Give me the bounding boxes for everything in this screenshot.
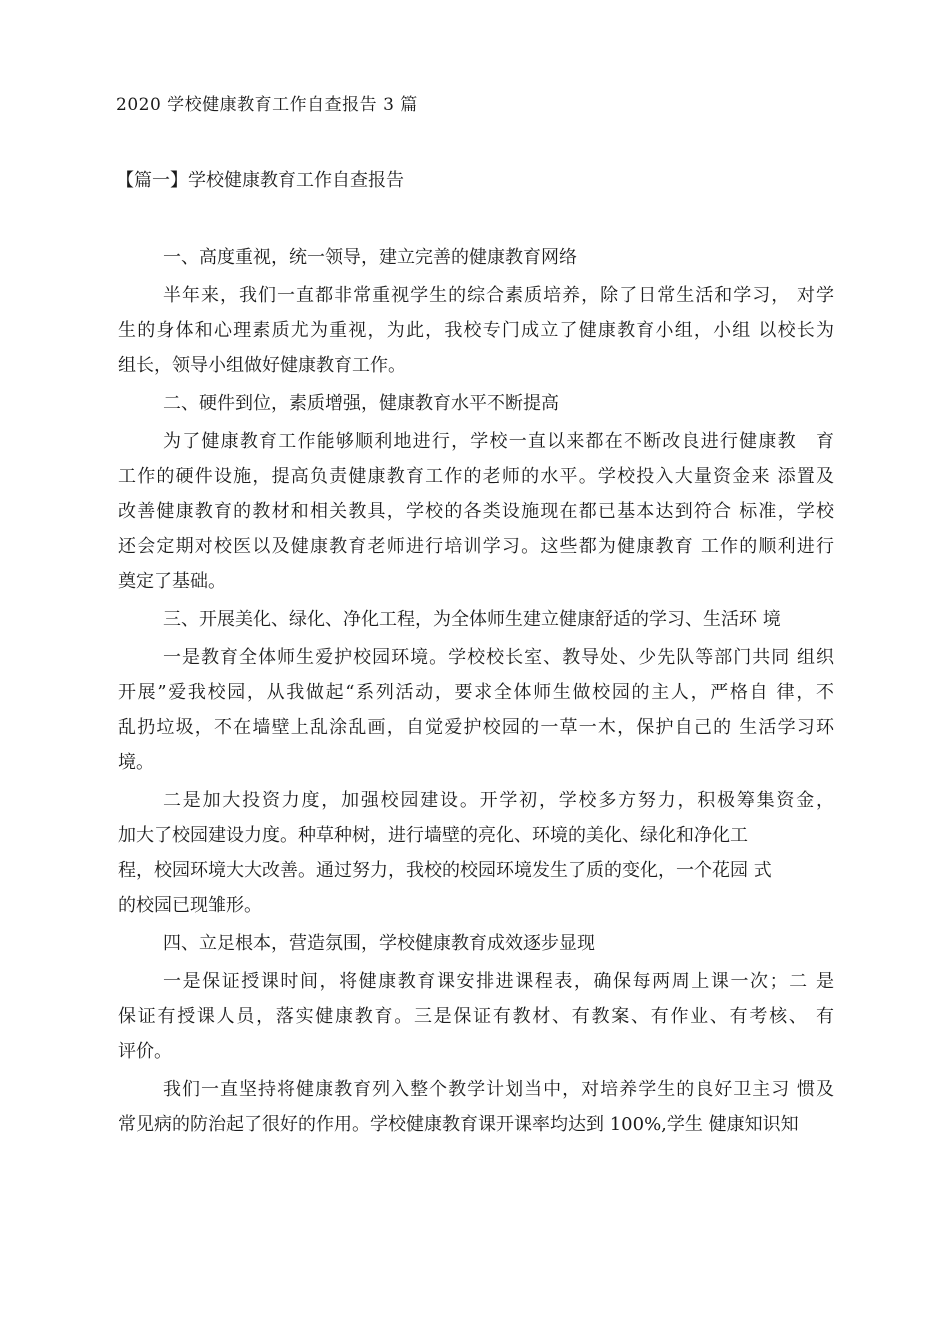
paragraph-line: 乱扔垃圾，不在墙壁上乱涂乱画，自觉爱护校园的一草一木，保护自己的 生活学习环 [118,717,834,738]
document-title: 2020 学校健康教育工作自查报告 3 篇 [116,95,418,115]
paragraph-line: 四、立足根本，营造氛围，学校健康教育成效逐步显现 [163,933,595,954]
paragraph [118,640,834,780]
paragraph [118,964,834,1069]
paragraph [118,386,834,421]
paragraph-line: 工作的硬件设施，提高负责健康教育工作的老师的水平。学校投入大量资金来 添置及 [118,466,834,487]
paragraph-line: 的校园已现雏形。 [118,895,262,916]
paragraph-line: 一是教育全体师生爱护校园环境。学校校长室、教导处、少先队等部门共同 组织 [163,647,834,668]
paragraph-line: 开展”爱我校园，从我做起“系列活动，要求全体师生做校园的主人，严格自 律，不 [118,682,834,703]
paragraph [118,926,834,961]
paragraph-line: 评价。 [118,1041,172,1062]
paragraph [118,783,834,923]
paragraph-line: 半年来，我们一直都非常重视学生的综合素质培养，除了日常生活和学习， 对学 [163,285,834,306]
paragraph [118,602,834,637]
paragraph-line: 三、开展美化、绿化、净化工程，为全体师生建立健康舒适的学习、生活环 境 [163,609,781,630]
paragraph [118,240,834,275]
paragraph-line: 生的身体和心理素质尤为重视，为此，我校专门成立了健康教育小组，小组 以校长为 [118,320,834,341]
section-title: 【篇一】学校健康教育工作自查报告 [116,170,404,191]
paragraph-line: 境。 [118,752,154,773]
paragraph [118,424,834,599]
paragraph-line: 我们一直坚持将健康教育列入整个教学计划当中，对培养学生的良好卫主习 惯及 [163,1079,834,1100]
paragraph-line: 改善健康教育的教材和相关教具，学校的各类设施现在都已基本达到符合 标准，学校 [118,501,834,522]
paragraph-line: 还会定期对校医以及健康教育老师进行培训学习。这些都为健康教育 工作的顺利进行 [118,536,834,557]
paragraph-line: 组长，领导小组做好健康教育工作。 [118,355,406,376]
paragraph-line: 一、高度重视，统一领导，建立完善的健康教育网络 [163,247,577,268]
paragraph-line: 为了健康教育工作能够顺利地进行，学校一直以来都在不断改良进行健康教 育 [163,431,834,452]
paragraph-line: 二是加大投资力度，加强校园建设。开学初，学校多方努力，积极筹集资金， [163,790,834,811]
paragraph-line: 保证有授课人员，落实健康教育。三是保证有教材、有教案、有作业、有考核、 有 [118,1006,834,1027]
document-body [118,240,834,1145]
paragraph-line: 奠定了基础。 [118,571,226,592]
paragraph-line: 一是保证授课时间，将健康教育课安排进课程表，确保每两周上课一次；二 是 [163,971,834,992]
paragraph-line: 二、硬件到位，素质增强，健康教育水平不断提高 [163,393,559,414]
paragraph-line: 程，校园环境大大改善。通过努力，我校的校园环境发生了质的变化，一个花园 式 [118,860,772,881]
paragraph [118,1072,834,1142]
paragraph-line: 常见病的防治起了很好的作用。学校健康教育课开课率均达到 100%,学生 健康知识知 [118,1114,799,1135]
paragraph [118,278,834,383]
paragraph-line: 加大了校园建设力度。种草种树，进行墙壁的亮化、环境的美化、绿化和净化工 [118,825,748,846]
